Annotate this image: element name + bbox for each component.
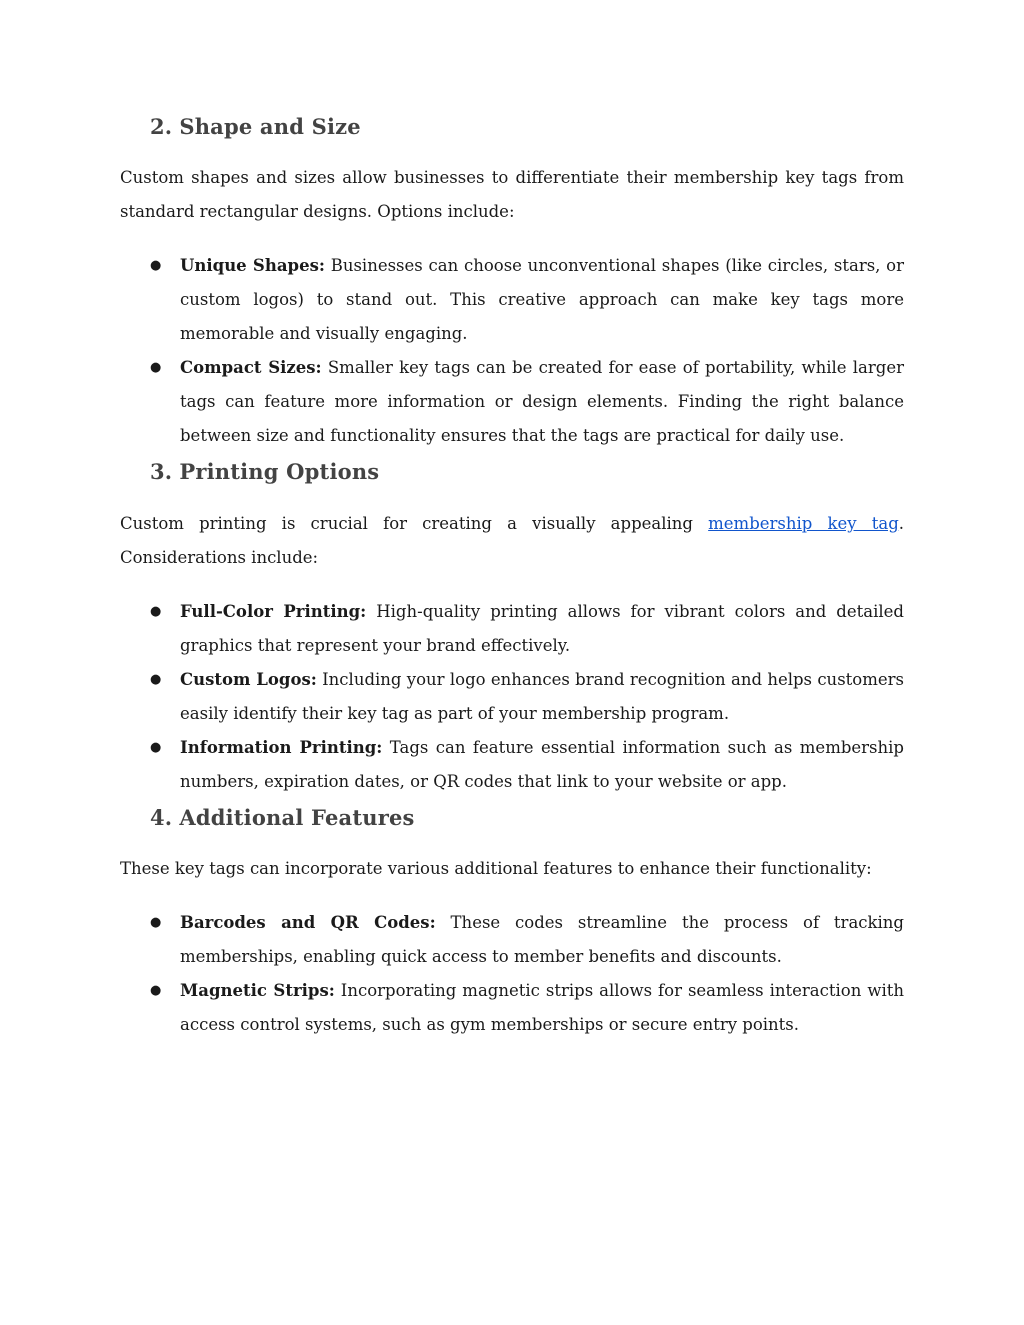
section-heading — [150, 803, 904, 832]
document-page — [120, 112, 904, 1042]
item-term: Unique Shapes: — [180, 256, 325, 276]
bullet-list — [120, 249, 904, 453]
bullet-icon: ● — [150, 258, 162, 274]
item-term: Barcodes and QR Codes: — [180, 913, 436, 933]
bullet-icon: ● — [150, 360, 162, 376]
list-item — [120, 249, 904, 351]
section-title: Printing Options — [179, 459, 380, 485]
section-shape-and-size — [120, 112, 904, 453]
section-number: 3. — [150, 459, 173, 485]
item-text: These codes streamline the process of tracking memberships, enabling quick access to member benefits and discounts. — [180, 913, 904, 967]
item-text: Businesses can choose unconventional shapes (like circles, stars, or custom logos) to stand out. This creative approach can make key tags more memorable and visually engaging. — [180, 256, 904, 344]
bullet-icon: ● — [150, 983, 162, 999]
list-item — [120, 595, 904, 663]
section-additional-features — [120, 803, 904, 1042]
item-term: Compact Sizes: — [180, 358, 322, 378]
intro-text: Custom printing is crucial for creating a visually appealing — [120, 513, 709, 533]
list-item — [120, 974, 904, 1042]
bullet-list — [120, 595, 904, 799]
item-term: Magnetic Strips: — [180, 981, 335, 1001]
bullet-icon: ● — [150, 915, 162, 931]
item-text: Including your logo enhances brand recognition and helps customers easily identify their key tag as part of your membership program. — [180, 669, 904, 723]
section-heading — [150, 457, 904, 486]
item-term: Full-Color Printing: — [180, 601, 367, 621]
membership-key-tag-link[interactable]: membership key tag — [708, 513, 899, 533]
intro-text: . Considerations include: — [120, 513, 905, 567]
section-heading — [150, 112, 904, 141]
item-text: Smaller key tags can be created for ease of portability, while larger tags can feature more information or design elements. Finding the right balance between size and functionality ensures that the tags are practical for daily use. — [180, 358, 904, 446]
bullet-icon: ● — [150, 671, 162, 687]
section-number: 4. — [150, 804, 173, 830]
list-item — [120, 351, 904, 453]
bullet-icon: ● — [150, 739, 162, 755]
list-item — [120, 906, 904, 974]
list-item — [120, 663, 904, 731]
section-printing-options — [120, 457, 904, 798]
bullet-icon: ● — [150, 603, 162, 619]
item-text: Tags can feature essential information such as membership numbers, expiration dates, or QR codes that link to your website or app. — [180, 737, 904, 791]
section-title: Shape and Size — [179, 114, 361, 139]
item-text: High-quality printing allows for vibrant colors and detailed graphics that represent your brand effectively. — [180, 601, 904, 655]
section-intro — [120, 507, 904, 575]
list-item — [120, 731, 904, 799]
section-number: 2. — [150, 114, 173, 139]
section-intro: These key tags can incorporate various additional features to enhance their functionality: — [120, 859, 872, 879]
section-title: Additional Features — [179, 804, 415, 830]
item-term: Information Printing: — [180, 737, 383, 757]
item-term: Custom Logos: — [180, 669, 317, 689]
section-intro: Custom shapes and sizes allow businesses to differentiate their membership key tags from standard rectangular designs. Options include: — [120, 168, 904, 222]
bullet-list — [120, 906, 904, 1042]
item-text: Incorporating magnetic strips allows for seamless interaction with access control systems, such as gym memberships or secure entry points. — [180, 981, 904, 1035]
